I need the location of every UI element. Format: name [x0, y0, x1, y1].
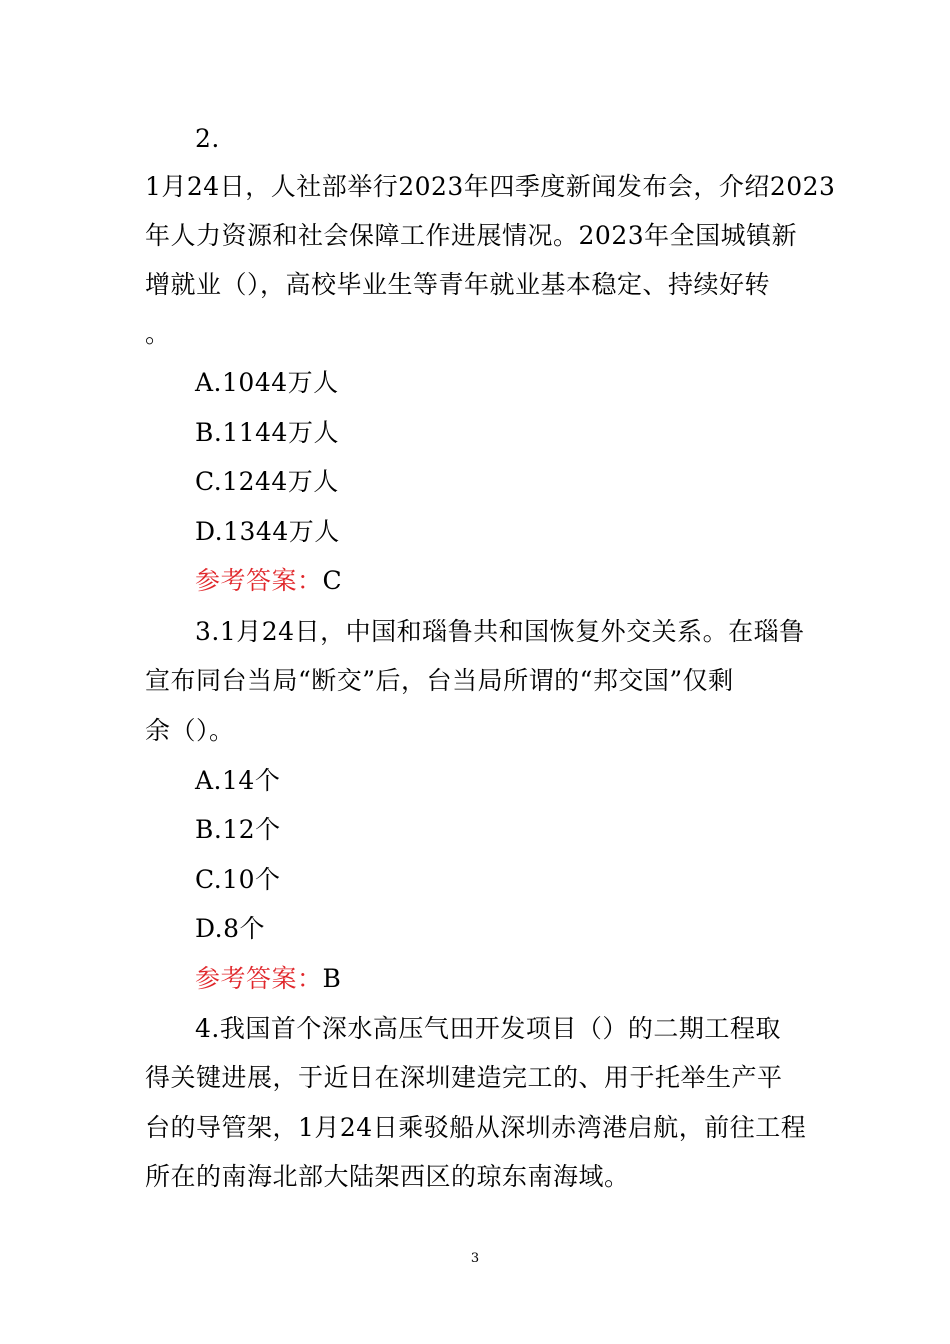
question-2-option-d: D.1344万人: [195, 517, 340, 546]
question-2-option-c: C.1244万人: [195, 467, 339, 496]
question-3-answer-value: B: [322, 964, 342, 993]
question-2-answer-value: C: [322, 566, 343, 595]
question-3-option-b: B.12个: [195, 815, 281, 844]
question-2-stem-line-3: 增就业（），高校毕业生等青年就业基本稳定、持续好转: [145, 270, 771, 299]
question-3-stem-line-2: 宣布同台当局“断交”后，台当局所谓的“邦交国”仅剩: [145, 666, 734, 695]
question-2-option-b: B.1144万人: [195, 418, 339, 447]
question-3-option-a: A.14个: [195, 766, 281, 795]
question-2-stem-line-2: 年人力资源和社会保障工作进展情况。2023年全国城镇新: [145, 221, 798, 250]
question-3-option-c: C.10个: [195, 865, 281, 894]
question-3-option-d: D.8个: [195, 914, 266, 943]
question-2-stem-line-1: 1月24日，人社部举行2023年四季度新闻发布会，介绍2023: [145, 172, 836, 201]
question-2-number: 2.: [195, 124, 220, 153]
question-2-answer-label: 参考答案：: [195, 566, 323, 595]
question-3-stem-line-3: 余（）。: [145, 716, 235, 745]
question-2-stem-line-4: 。: [145, 319, 171, 348]
question-4-stem-line-4: 所在的南海北部大陆架西区的琼东南海域。: [145, 1162, 630, 1191]
question-3-answer-label: 参考答案：: [195, 964, 323, 993]
question-3-answer: [195, 964, 341, 994]
question-2-answer: [195, 566, 342, 596]
question-2-option-a: A.1044万人: [195, 368, 339, 397]
question-4-stem-line-1: 4.我国首个深水高压气田开发项目（）的二期工程取: [195, 1014, 781, 1043]
question-4-stem-line-2: 得关键进展，于近日在深圳建造完工的、用于托举生产平: [145, 1063, 783, 1092]
question-4-stem-line-3: 台的导管架，1月24日乘驳船从深圳赤湾港启航，前往工程: [145, 1113, 807, 1142]
question-3-stem-line-1: 3.1月24日，中国和瑙鲁共和国恢复外交关系。在瑙鲁: [195, 617, 805, 646]
page-number: 3: [470, 1251, 480, 1266]
